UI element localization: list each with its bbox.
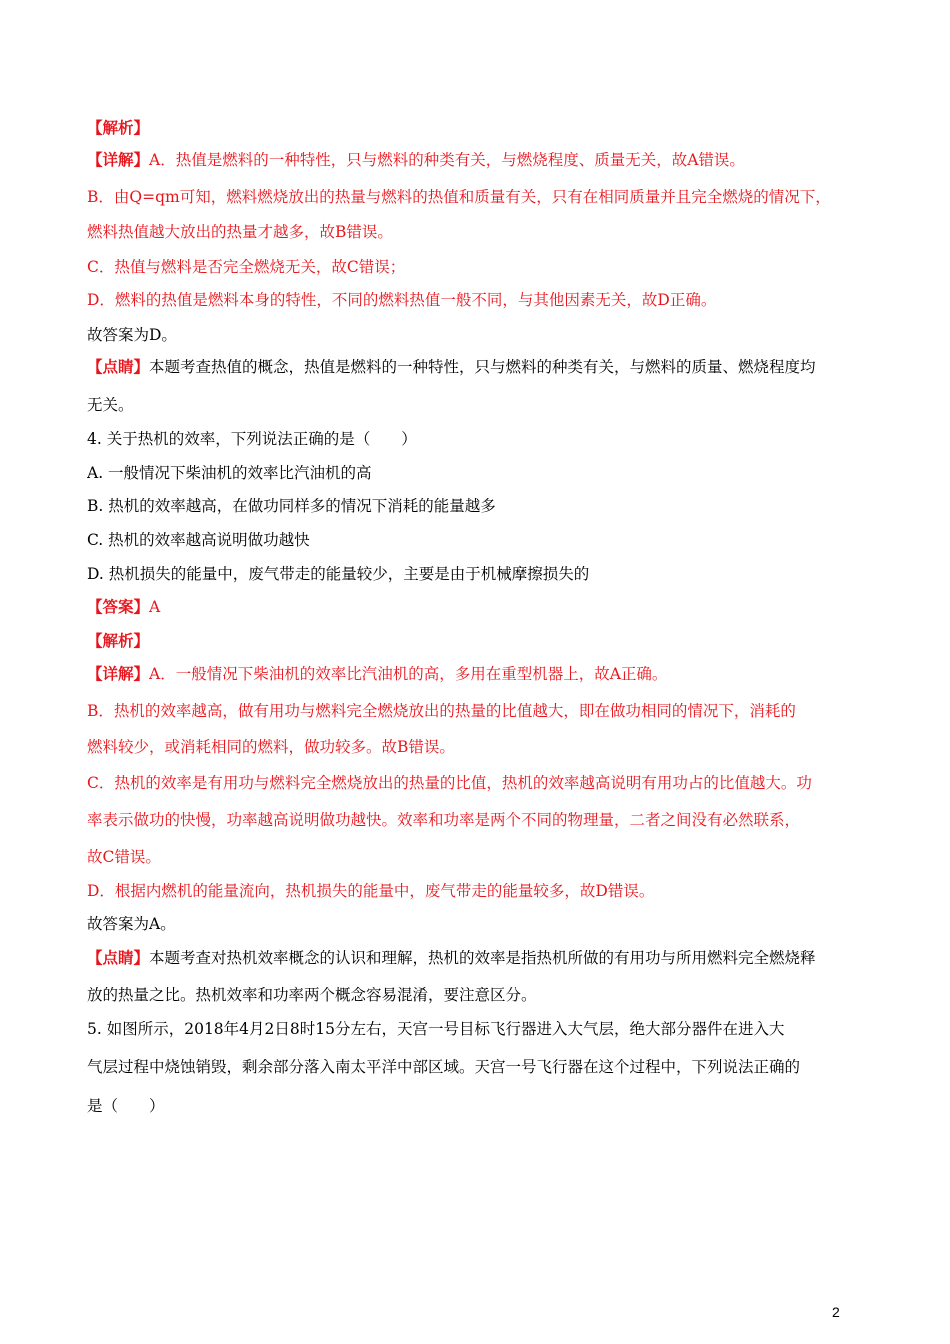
q3-comment-label: 【点睛】 [87,357,150,376]
q3-detail-label: 【详解】 [87,150,150,169]
q3-answer-line: 故答案为D。 [87,326,177,344]
q5-stem-line1: 5. 如图所示，2018年4月2日8时15分左右，天宫一号目标飞行器进入大气层，绝大部分器件在进入大 [87,1020,785,1038]
q4-detail-b-line1: B．热机的效率越高，做有用功与燃料完全燃烧放出的热量的比值越大，即在做功相同的情况下，消耗的 [87,702,796,720]
page-number: 2 [832,1304,840,1320]
q4-detail-a-text: A．一般情况下柴油机的效率比汽油机的高，多用在重型机器上，故A正确。 [149,665,668,683]
q4-option-c: C. 热机的效率越高说明做功越快 [87,531,310,549]
q4-answer-row [87,596,877,618]
q3-comment-line2: 无关。 [87,396,134,414]
q4-comment-text1: 本题考查对热机效率概念的认识和理解，热机的效率是指热机所做的有用功与所用燃料完全燃烧释 [149,949,816,967]
q4-answer-value: A [149,598,161,616]
q4-detail-b-line2: 燃料较少，或消耗相同的燃料，做功较多。故B错误。 [87,738,455,756]
q5-stem-line3: 是（ ） [87,1097,165,1115]
q3-detail-a-text: A．热值是燃料的一种特性，只与燃料的种类有关，与燃烧程度、质量无关，故A错误。 [149,151,745,169]
q3-detail-d-line: D．燃料的热值是燃料本身的特性，不同的燃料热值一般不同，与其他因素无关，故D正确。 [87,291,717,309]
q4-stem: 4. 关于热机的效率，下列说法正确的是（ ） [87,430,417,448]
q4-answer-line: 故答案为A。 [87,915,176,933]
q4-comment-label: 【点睛】 [87,948,150,967]
q4-detail-d-line: D．根据内燃机的能量流向，热机损失的能量中，废气带走的能量较多，故D错误。 [87,882,655,900]
q3-detail-b-line1: B．由Q=qm可知，燃料燃烧放出的热量与燃料的热值和质量有关，只有在相同质量并且完全燃烧的情况下， [87,188,831,206]
q3-detail-b-line2: 燃料热值越大放出的热量才越多，故B错误。 [87,223,393,241]
q5-stem-line2: 气层过程中烧蚀销毁，剩余部分落入南太平洋中部区域。天宫一号飞行器在这个过程中，下列说法正确的 [87,1058,801,1076]
q3-analysis-label: 【解析】 [87,118,150,137]
q4-comment-line2: 放的热量之比。热机效率和功率两个概念容易混淆，要注意区分。 [87,986,537,1004]
q4-detail-line-a [87,663,877,685]
q4-detail-c-line2: 率表示做功的快慢，功率越高说明做功越快。效率和功率是两个不同的物理量，二者之间没有必然联系， [87,811,801,829]
q4-detail-label: 【详解】 [87,664,150,683]
q4-answer-label: 【答案】 [87,597,150,616]
q4-option-a: A. 一般情况下柴油机的效率比汽油机的高 [87,464,372,482]
q3-detail-c-line: C．热值与燃料是否完全燃烧无关，故C错误； [87,258,406,276]
q4-option-b: B. 热机的效率越高，在做功同样多的情况下消耗的能量越多 [87,497,496,515]
q3-detail-line-a [87,149,877,171]
q4-comment-line1 [87,947,877,969]
q4-option-d: D. 热机损失的能量中，废气带走的能量较少，主要是由于机械摩擦损失的 [87,565,590,583]
q3-comment-line1 [87,356,877,378]
q3-comment-text1: 本题考查热值的概念，热值是燃料的一种特性，只与燃料的种类有关，与燃料的质量、燃烧程度均 [149,358,816,376]
q4-detail-c-line1: C．热机的效率是有用功与燃料完全燃烧放出的热量的比值，热机的效率越高说明有用功占的比值越大。功 [87,774,812,792]
q4-detail-c-line3: 故C错误。 [87,848,161,866]
q4-analysis-label: 【解析】 [87,631,150,650]
